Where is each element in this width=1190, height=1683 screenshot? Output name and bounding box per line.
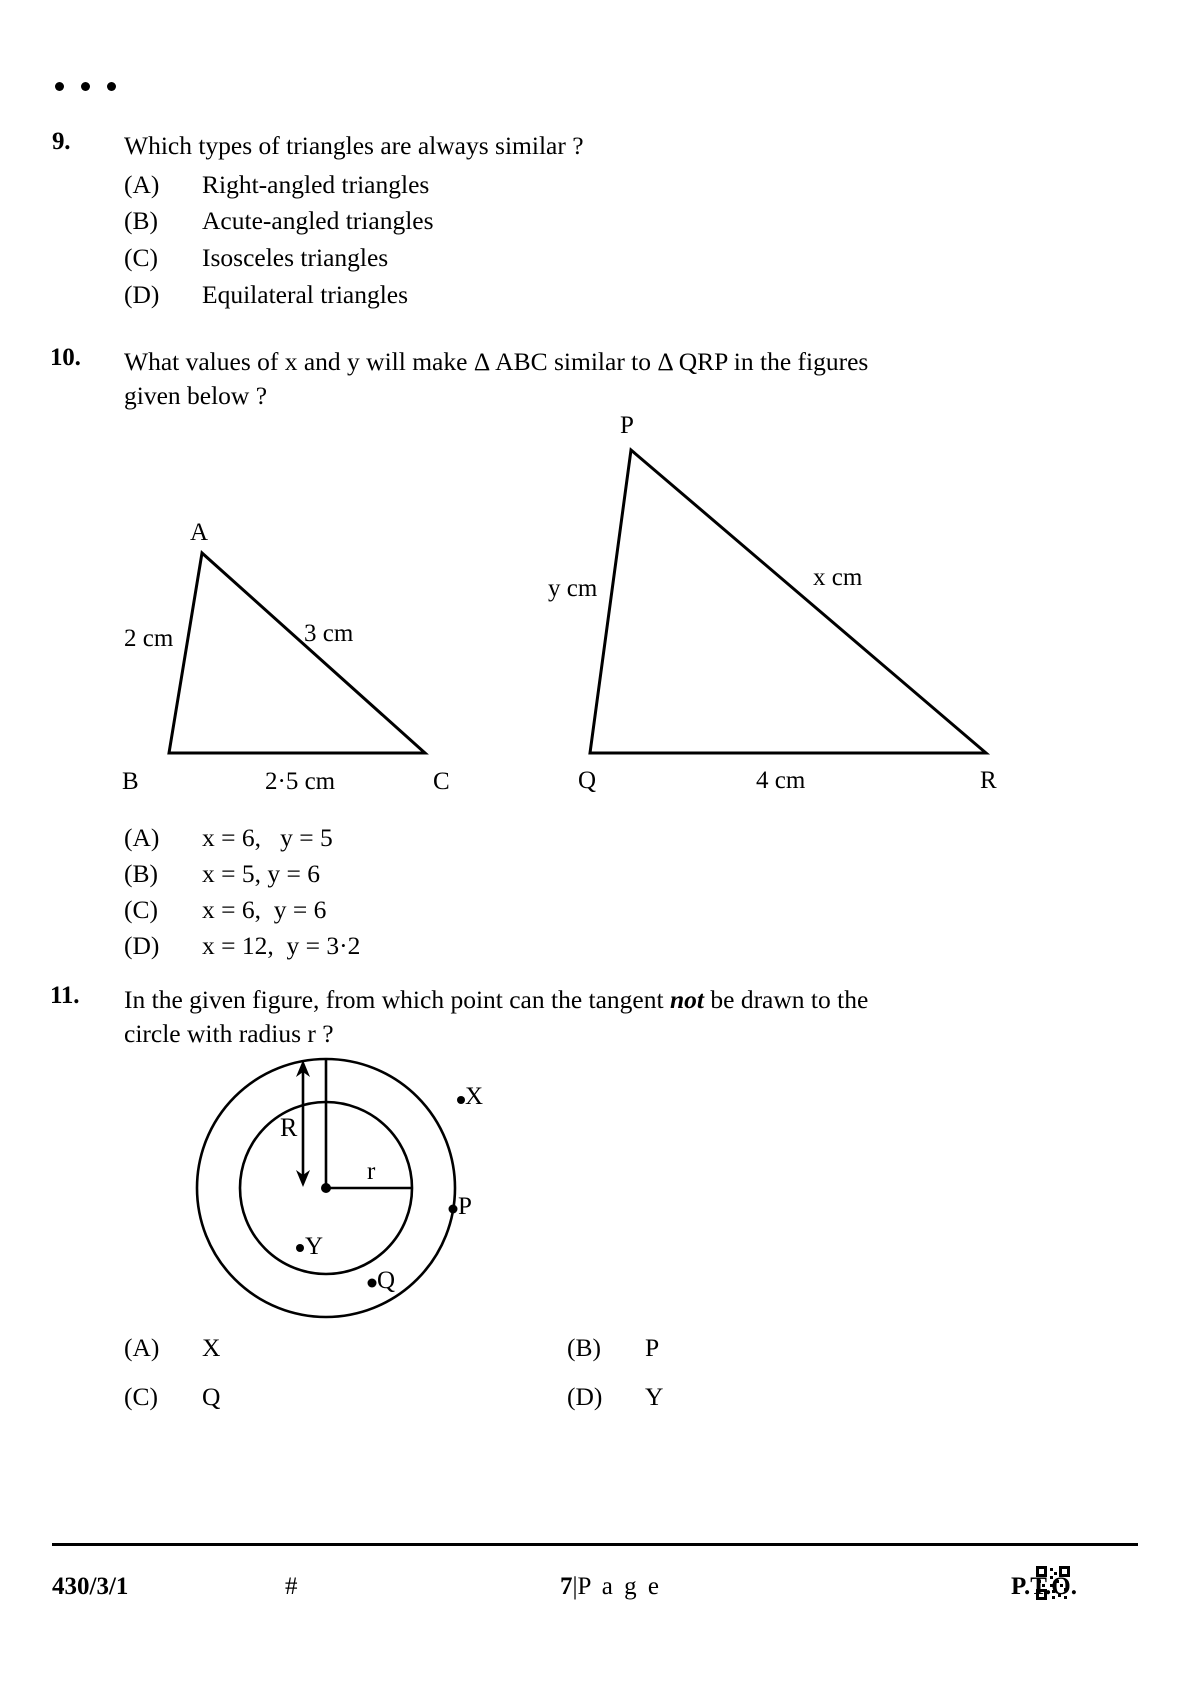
- outer-radius-label-R: R: [280, 1113, 298, 1142]
- option-text: Acute-angled triangles: [202, 206, 434, 235]
- vertex-label-q: Q: [578, 767, 597, 794]
- option-label: (B): [124, 859, 158, 888]
- vertex-label-p: P: [620, 412, 634, 439]
- option-label: (D): [124, 931, 160, 960]
- side-label-bc: 2·5 cm: [265, 768, 336, 795]
- ornament-dot: [107, 82, 116, 91]
- point-q-dot: [368, 1279, 377, 1288]
- triangle-abc-shape: [169, 553, 425, 753]
- option-text: x = 6, y = 6: [202, 895, 327, 924]
- point-x-dot: [457, 1096, 465, 1104]
- footer-page-number: 7: [560, 1573, 573, 1600]
- question-9-option-b[interactable]: [124, 203, 434, 239]
- option-label: (C): [124, 1382, 158, 1411]
- option-label: (D): [124, 280, 160, 309]
- question-10-text-line1: What values of x and y will make Δ ABC similar to Δ QRP in the figures: [124, 347, 869, 376]
- point-label-y: Y: [305, 1233, 324, 1260]
- side-label-qr: 4 cm: [756, 767, 806, 794]
- option-text: Q: [202, 1382, 221, 1411]
- question-10-text-line2: given below ?: [124, 381, 268, 410]
- question-11-number: 11.: [50, 982, 80, 1009]
- footer-page-label: [560, 1573, 661, 1601]
- option-text: Y: [645, 1382, 664, 1411]
- vertex-label-a: A: [190, 519, 209, 546]
- question-9-text: Which types of triangles are always similar ?: [124, 131, 584, 160]
- question-11-option-b[interactable]: [567, 1330, 659, 1366]
- point-p-dot: [449, 1205, 458, 1214]
- side-label-pq: y cm: [548, 575, 598, 602]
- question-10-option-c[interactable]: [124, 892, 326, 928]
- option-label: (A): [124, 823, 160, 852]
- footer-paper-code: 430/3/1: [52, 1573, 129, 1600]
- q11-emphasis-not: not: [669, 985, 704, 1014]
- q11-text-part1: In the given figure, from which point can the tangent: [124, 985, 670, 1014]
- ornament-dot: [55, 82, 64, 91]
- question-11-option-d[interactable]: [567, 1379, 663, 1415]
- option-text: X: [202, 1333, 221, 1362]
- option-text: x = 12, y = 3·2: [202, 931, 361, 960]
- footer-page-separator: |: [572, 1573, 578, 1600]
- question-10-option-d[interactable]: [124, 928, 360, 964]
- q11-text-part2: be drawn to the: [704, 985, 869, 1014]
- triangle-pqr-svg: [588, 440, 1008, 820]
- footer-pto: P.T.O.: [1011, 1573, 1077, 1600]
- option-label: (D): [567, 1382, 603, 1411]
- vertex-label-c: C: [433, 768, 450, 795]
- side-label-ab: 2 cm: [124, 625, 174, 652]
- point-label-x: X: [465, 1083, 484, 1110]
- footer-page-word: P a g e: [577, 1573, 662, 1600]
- question-11-text-line2: circle with radius r ?: [124, 1019, 334, 1048]
- triangle-pqr-shape: [590, 450, 986, 753]
- option-text: Equilateral triangles: [202, 280, 409, 309]
- figure-triangle-abc: [122, 519, 480, 820]
- option-text: P: [645, 1333, 660, 1362]
- figure-concentric-circles: [190, 1048, 510, 1338]
- option-label: (A): [124, 1333, 160, 1362]
- point-label-p: P: [458, 1193, 472, 1220]
- vertex-label-r: R: [980, 767, 997, 794]
- question-10-number: 10.: [50, 344, 81, 371]
- option-text: Right-angled triangles: [202, 170, 430, 199]
- question-9-option-c[interactable]: [124, 240, 388, 276]
- option-text: Isosceles triangles: [202, 243, 389, 272]
- option-label: (C): [124, 243, 158, 272]
- dot-ornament: [55, 82, 116, 91]
- inner-radius-label-r: r: [367, 1158, 376, 1185]
- question-10-option-b[interactable]: [124, 856, 320, 892]
- question-10-option-a[interactable]: [124, 820, 333, 856]
- footer-hash: #: [285, 1573, 298, 1600]
- question-11-text-line1: [124, 982, 868, 1018]
- question-11-option-c[interactable]: [124, 1379, 220, 1415]
- option-text: x = 5, y = 6: [202, 859, 321, 888]
- figure-triangle-pqr: [548, 412, 1008, 820]
- footer-divider: [52, 1543, 1138, 1546]
- question-9-number: 9.: [52, 128, 71, 155]
- option-label: (B): [567, 1333, 601, 1362]
- vertex-label-b: B: [122, 768, 139, 795]
- question-11-option-a[interactable]: [124, 1330, 220, 1366]
- option-label: (A): [124, 170, 160, 199]
- option-label: (C): [124, 895, 158, 924]
- point-y-dot: [296, 1244, 304, 1252]
- side-label-ac: 3 cm: [304, 620, 354, 647]
- side-label-pr: x cm: [813, 564, 863, 591]
- point-label-q: Q: [377, 1267, 396, 1294]
- question-9-option-d[interactable]: [124, 277, 408, 313]
- option-label: (B): [124, 206, 158, 235]
- option-text: x = 6, y = 5: [202, 823, 333, 852]
- question-9-option-a[interactable]: [124, 167, 429, 203]
- ornament-dot: [81, 82, 90, 91]
- center-point: [321, 1183, 331, 1193]
